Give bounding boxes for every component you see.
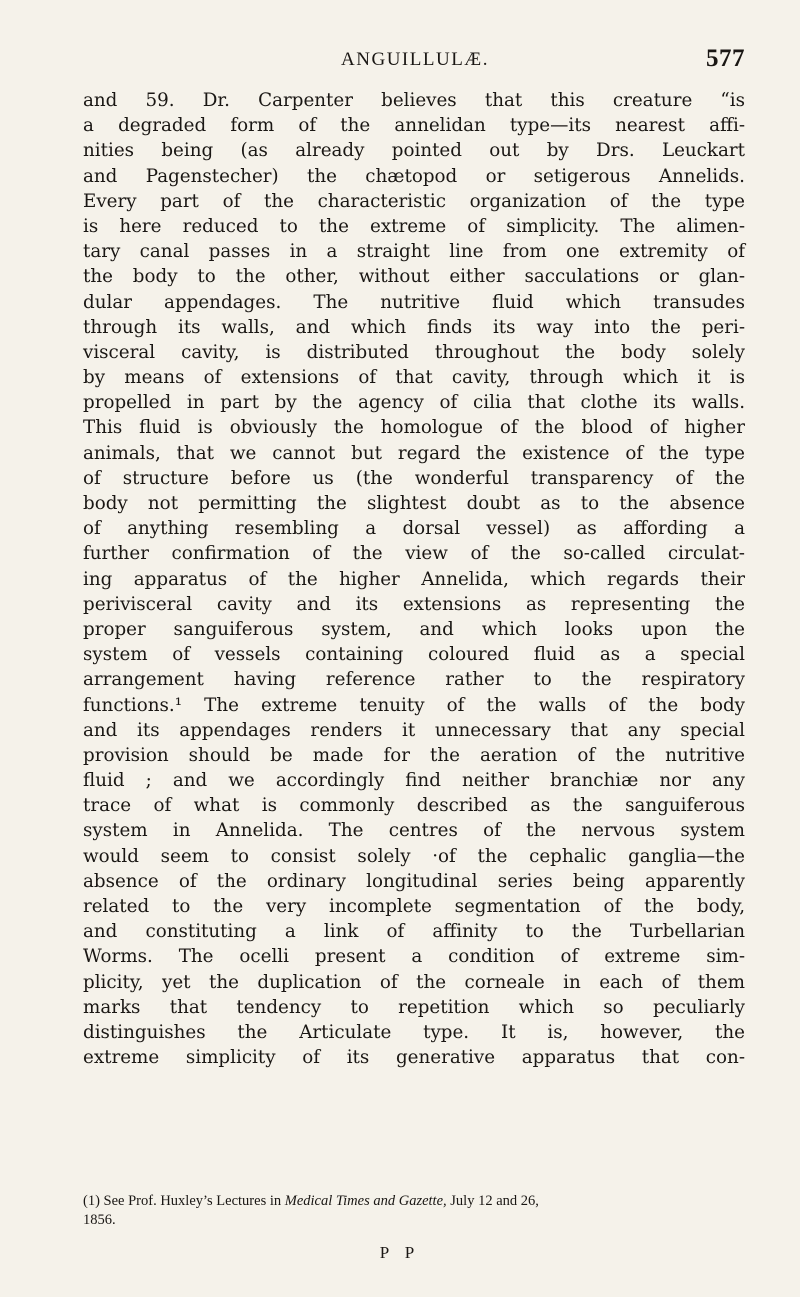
- text-line: nities being (as already pointed out by Drs. Leuckart: [83, 140, 745, 162]
- text-line: plicity, yet the duplication of the corneale in each of them: [83, 971, 745, 993]
- text-line: through its walls, and which finds its way into the peri-: [83, 316, 745, 338]
- text-line: of anything resembling a dorsal vessel) as affording a: [83, 518, 745, 540]
- footnote-journal: Medical Times and Gazette,: [284, 1193, 447, 1209]
- footnote-suffix: July 12 and 26,: [446, 1193, 539, 1209]
- text-line: perivisceral cavity and its extensions as representing the: [83, 593, 745, 615]
- text-line: tary canal passes in a straight line from one extremity of: [83, 241, 745, 263]
- footnote-line-2: 1856.: [83, 1212, 116, 1228]
- running-title: ANGUILLULÆ.: [341, 49, 489, 70]
- text-line: animals, that we cannot but regard the existence of the type: [83, 442, 745, 464]
- text-line: arrangement having reference rather to the respiratory: [83, 669, 745, 691]
- text-line: ing apparatus of the higher Annelida, which regards their: [83, 568, 745, 590]
- page-number: 577: [706, 45, 745, 72]
- text-line: and Pagenstecher) the chætopod or setigerous Annelids.: [83, 165, 745, 187]
- text-line: fluid ; and we accordingly find neither branchiæ nor any: [83, 770, 745, 792]
- text-line: functions.¹ The extreme tenuity of the walls of the body: [83, 694, 745, 716]
- text-line: trace of what is commonly described as the sanguiferous: [83, 795, 745, 817]
- text-line: marks that tendency to repetition which so peculiarly: [83, 996, 745, 1018]
- text-line: system in Annelida. The centres of the nervous system: [83, 820, 745, 842]
- signature-mark: P P: [379, 1243, 421, 1262]
- text-line: extreme simplicity of its generative apparatus that con-: [83, 1047, 745, 1069]
- text-line: provision should be made for the aeration of the nutritive: [83, 744, 745, 766]
- text-line: the body to the other, without either sacculations or glan-: [83, 266, 745, 288]
- text-line: further confirmation of the view of the so-called circulat-: [83, 543, 745, 565]
- footnote-prefix: (1) See Prof. Huxley’s Lectures in: [83, 1193, 285, 1209]
- footnote-line: [83, 1192, 745, 1211]
- text-line: visceral cavity, is distributed throughout the body solely: [83, 341, 745, 363]
- text-line: is here reduced to the extreme of simplicity. The alimen-: [83, 215, 745, 237]
- text-line: This fluid is obviously the homologue of the blood of higher: [83, 417, 745, 439]
- text-line: system of vessels containing coloured fluid as a special: [83, 644, 745, 666]
- text-line: Worms. The ocelli present a condition of extreme sim-: [83, 946, 745, 968]
- text-line: a degraded form of the annelidan type—its nearest affi-: [83, 115, 745, 137]
- text-line: absence of the ordinary longitudinal series being apparently: [83, 870, 745, 892]
- text-line: body not permitting the slightest doubt as to the absence: [83, 493, 745, 514]
- text-line: and 59. Dr. Carpenter believes that this creature “is: [83, 90, 745, 111]
- text-line: of structure before us (the wonderful transparency of the: [83, 467, 745, 489]
- body-text: [83, 88, 745, 1070]
- text-line: distinguishes the Articulate type. It is, however, the: [83, 1021, 745, 1043]
- text-line: Every part of the characteristic organization of the type: [83, 190, 745, 212]
- text-line: would seem to consist solely ·of the cephalic ganglia—the: [83, 845, 745, 867]
- text-line: related to the very incomplete segmentation of the body,: [83, 896, 745, 917]
- text-line: and its appendages renders it unnecessary that any special: [83, 719, 745, 741]
- text-line: propelled in part by the agency of cilia that clothe its walls.: [83, 392, 745, 414]
- text-line: and constituting a link of affinity to the Turbellarian: [83, 921, 745, 943]
- running-head: [85, 45, 745, 73]
- text-line: proper sanguiferous system, and which looks upon the: [83, 618, 745, 640]
- text-line: by means of extensions of that cavity, through which it is: [83, 367, 745, 389]
- footnote: [83, 1192, 745, 1230]
- text-line: dular appendages. The nutritive fluid which transudes: [83, 291, 745, 313]
